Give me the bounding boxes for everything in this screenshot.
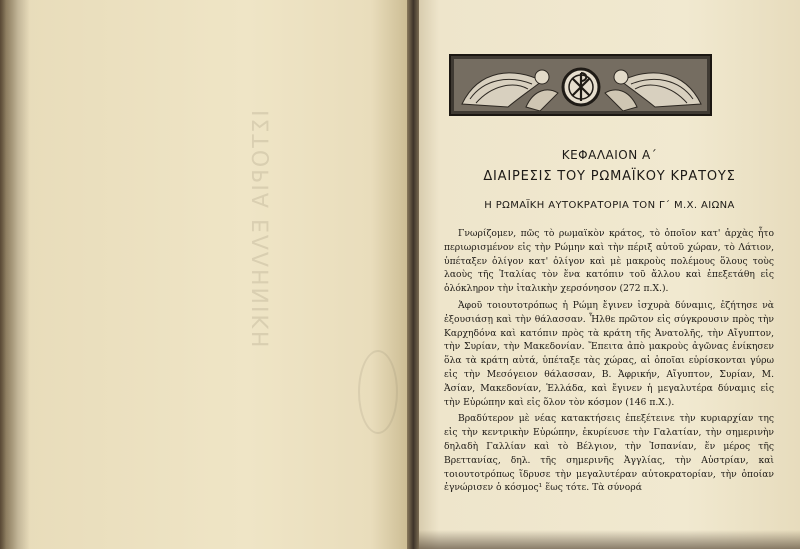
headpiece-ornament bbox=[449, 54, 712, 116]
headpiece-inner bbox=[454, 59, 707, 111]
left-page-shadow bbox=[0, 0, 30, 549]
body-text bbox=[444, 227, 774, 495]
paragraph-3: Βραδύτερον μὲ νέας κατακτήσεις ἐπεξέτεινε τὴν κυριαρχίαν της εἰς τὴν κεντρικὴν Εὐρώπην, ἐκυρίευσε τὴν Γαλατίαν, τὴν σημερινὴν δηλαδὴ Γαλλίαν καὶ τὸ Βέλγιον, τὴν Ἰσπανίαν, ἕν μέρος τῆς Βρεττανίας, δηλ. τῆς σημερινῆς Ἀγγλίας, τὴν Αὐστρίαν, καὶ τοιουτοτρόπως ἵδρυσε τὴν μεγαλυτέραν αὐτοκρατορίαν, τὴν ὁποίαν ἐγνώρισεν ὁ κόσμος¹ ἕως τότε. Τὰ σύνορά bbox=[444, 413, 774, 494]
ghost-spine-text: ΙΣΤΟΡΙΑ ΕΛΛΗΝΙΚΗ bbox=[249, 110, 275, 350]
paragraph-2: Ἀφοῦ τοιουτοτρόπως ἡ Ρώμη ἔγινεν ἰσχυρὰ δύναμις, ἐζήτησε νὰ ἐξουσιάσῃ καὶ τὴν θάλασσαν. Ἦλθε πρῶτον εἰς σύγκρουσιν πρὸς τὴν Καρχηδόνα καὶ κατόπιν πρὸς τὰ κράτη τῆς Ἀνατολῆς, τὴν Αἴγυπτον, τὴν Συρίαν, τὴν Μακεδονίαν. Ἔπειτα ἀπὸ μακροὺς ἀγῶνας ἐνίκησεν ὅλα τὰ κράτη αὐτά, ὑπέταξε τὰς χώρας, αἱ ὁποῖαι εὑρίσκονται γύρω εἰς τὴν Μεσόγειον θάλασσαν, Β. Ἀφρικήν, Αἴγυπτον, Συρίαν, Μ. Ἀσίαν, Μακεδονίαν, Ἑλλάδα, καὶ ἔγινεν ἡ μεγαλυτέρα δύναμις εἰς τὴν Εὐρώπην καὶ εἰς ὅλον τὸν κόσμον (146 π.Χ.). bbox=[444, 299, 774, 408]
right-page-shadow bbox=[419, 530, 800, 549]
chapter-heading: ΚΕΦΑΛΑΙΟΝ Α΄ bbox=[561, 148, 658, 162]
angels-chi-rho-ornament-icon bbox=[454, 59, 707, 111]
paragraph-1: Γνωρίζομεν, πῶς τὸ ρωμαϊκὸν κράτος, τὸ ὁποῖον κατ' ἀρχὰς ἦτο περιωρισμένον εἰς τὴν Ρώμην καὶ τὴν πέριξ αὐτοῦ χώραν, τὸ Λάτιον, ὑπέταξεν ὀλίγον κατ' ὀλίγον καὶ μὲ μακροὺς πολέμους ὅλους τοὺς λαοὺς τῆς Ἰταλίας τὸν ἕνα κατόπιν τοῦ ἄλλου καὶ ἐπεξετάθη εἰς ὁλόκληρον τὴν ἰταλικὴν χερσόνησον (272 π.Χ.). bbox=[444, 228, 774, 295]
chapter-title: ΔΙΑΙΡΕΣΙΣ ΤΟΥ ΡΩΜΑΪΚΟΥ ΚΡΑΤΟΥΣ bbox=[483, 169, 736, 184]
section-subtitle: Η ΡΩΜΑΪΚΗ ΑΥΤΟΚΡΑΤΟΡΙΑ ΤΟΝ Γ΄ Μ.Χ. ΑΙΩΝΑ bbox=[484, 200, 735, 211]
ghost-monogram bbox=[358, 350, 398, 434]
